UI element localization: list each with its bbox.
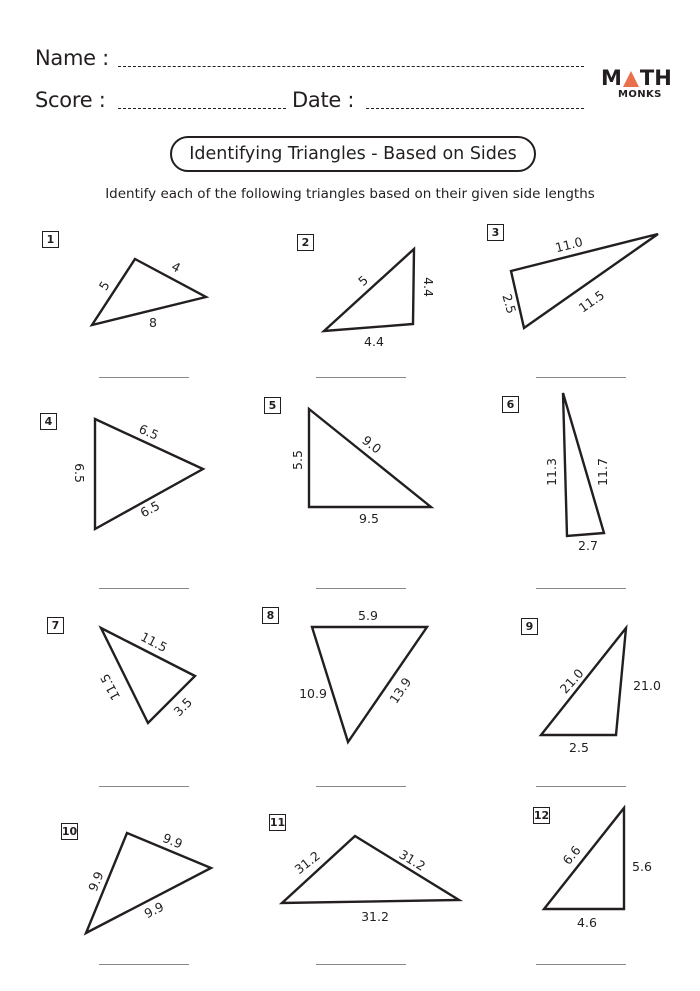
side-label: 2.7 xyxy=(578,538,598,553)
answer-line-8[interactable] xyxy=(316,786,406,787)
side-label: 10.9 xyxy=(299,686,327,701)
side-label: 8 xyxy=(149,315,157,330)
side-label: 6.5 xyxy=(136,420,161,443)
answer-line-2[interactable] xyxy=(316,377,406,378)
side-label: 5.5 xyxy=(290,450,305,470)
side-label: 11.5 xyxy=(575,287,608,316)
triangle-9 xyxy=(541,628,626,735)
problem-number-9: 9 xyxy=(521,618,538,635)
side-label: 5 xyxy=(355,272,371,289)
triangle-2 xyxy=(324,249,414,331)
side-label: 5.9 xyxy=(358,608,378,623)
side-label: 4.4 xyxy=(421,277,436,297)
answer-line-7[interactable] xyxy=(99,786,189,787)
side-label: 9.9 xyxy=(141,898,167,922)
side-label: 9.9 xyxy=(85,869,107,894)
problem-number-12: 12 xyxy=(533,809,550,822)
answer-line-12[interactable] xyxy=(536,964,626,965)
side-label: 4 xyxy=(169,258,184,276)
side-label: 5 xyxy=(95,278,113,293)
answer-line-6[interactable] xyxy=(536,588,626,589)
problem-number-6: 6 xyxy=(502,396,519,413)
answer-line-4[interactable] xyxy=(99,588,189,589)
triangle-5 xyxy=(309,409,431,507)
side-label: 6.5 xyxy=(72,463,87,483)
side-label: 11.7 xyxy=(595,458,610,486)
logo-text-m: M xyxy=(601,66,622,90)
side-label: 2.5 xyxy=(569,740,589,755)
logo-text-monks: MONKS xyxy=(618,89,662,100)
problem-number-2: 2 xyxy=(297,234,314,251)
answer-line-3[interactable] xyxy=(536,377,626,378)
side-label: 9.0 xyxy=(359,432,385,457)
side-label: 6.5 xyxy=(137,497,163,521)
side-label: 31.2 xyxy=(291,847,323,877)
answer-line-10[interactable] xyxy=(99,964,189,965)
problem-number-11: 11 xyxy=(269,816,286,829)
problem-number-8: 8 xyxy=(262,607,279,624)
side-label: 21.0 xyxy=(633,678,661,693)
side-label: 21.0 xyxy=(556,665,587,697)
answer-line-11[interactable] xyxy=(316,964,406,965)
answer-line-9[interactable] xyxy=(536,786,626,787)
side-label: 11.5 xyxy=(138,628,170,655)
side-label: 11.0 xyxy=(553,233,585,256)
answer-line-5[interactable] xyxy=(316,588,406,589)
answer-line-1[interactable] xyxy=(99,377,189,378)
logo-text-th: TH xyxy=(639,66,672,90)
problem-number-4: 4 xyxy=(40,413,57,430)
worksheet-title-text: Identifying Triangles - Based on Sides xyxy=(189,144,517,164)
problem-number-7: 7 xyxy=(47,617,64,634)
side-label: 9.5 xyxy=(359,511,379,526)
name-label: Name : xyxy=(35,46,109,70)
side-label: 31.2 xyxy=(396,846,429,874)
side-label: 4.4 xyxy=(364,334,384,349)
triangle-12 xyxy=(544,808,624,909)
side-label: 11.3 xyxy=(544,458,559,486)
side-label: 4.6 xyxy=(577,915,597,930)
side-label: 5.6 xyxy=(632,859,652,874)
problem-number-3: 3 xyxy=(487,224,504,241)
side-label: 2.5 xyxy=(499,292,520,316)
score-label: Score : xyxy=(35,88,106,112)
side-label: 13.9 xyxy=(386,674,415,707)
side-label: 11.5 xyxy=(96,671,124,703)
date-label: Date : xyxy=(292,88,355,112)
side-label: 31.2 xyxy=(361,909,389,924)
side-label: 3.5 xyxy=(170,694,196,720)
problem-number-10: 10 xyxy=(61,825,78,838)
problem-number-1: 1 xyxy=(42,231,59,248)
problem-number-5: 5 xyxy=(264,397,281,414)
side-label: 9.9 xyxy=(160,830,185,852)
side-label: 6.6 xyxy=(559,842,584,868)
instruction-text: Identify each of the following triangles based on their given side lengths xyxy=(105,186,595,202)
